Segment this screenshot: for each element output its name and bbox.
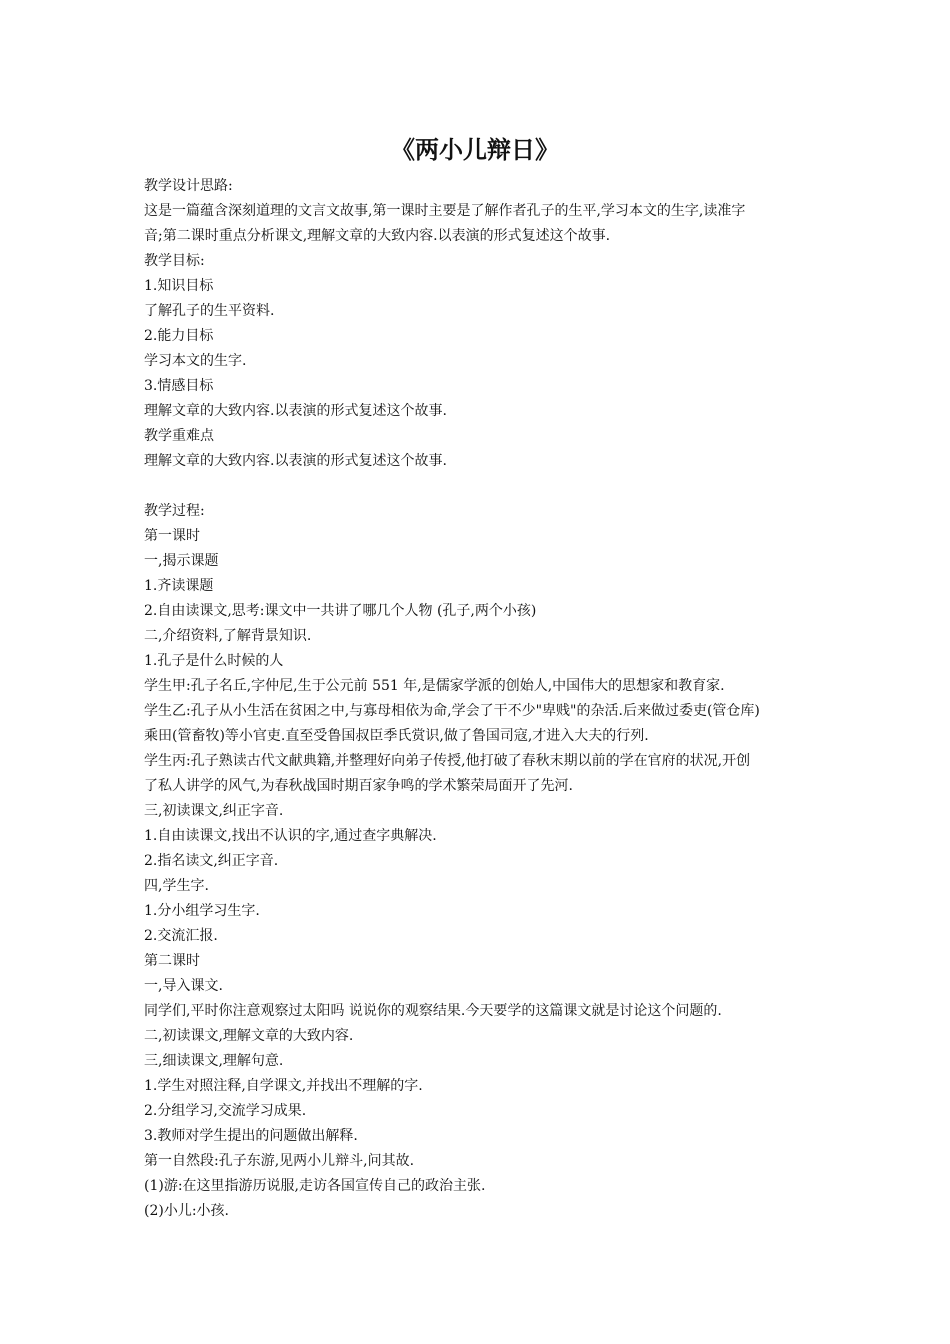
text-line: 1.学生对照注释,自学课文,并找出不理解的字.: [144, 1078, 423, 1094]
text-line: (2)小儿:小孩.: [144, 1203, 229, 1219]
text-line: 一,揭示课题: [144, 553, 219, 569]
text-line: 这是一篇蕴含深刻道理的文言文故事,第一课时主要是了解作者孔子的生平,学习本文的生字,读准字: [144, 203, 746, 219]
text-line: 2.交流汇报.: [144, 928, 218, 944]
text-line: 学生丙:孔子熟读古代文献典籍,并整理好向弟子传授,他打破了春秋末期以前的学在官府的状况,开创: [144, 753, 751, 769]
text-line: 四,学生字.: [144, 878, 209, 894]
text-line: 教学设计思路:: [144, 178, 233, 194]
text-line: 理解文章的大致内容.以表演的形式复述这个故事.: [144, 453, 447, 469]
document-title: 《两小儿辩日》: [391, 135, 559, 164]
text-line: 第二课时: [144, 953, 200, 969]
text-line: 三,初读课文,纠正字音.: [144, 803, 284, 819]
text-line: 教学过程:: [144, 503, 205, 519]
text-line: 教学目标:: [144, 253, 205, 269]
text-line: 1.分小组学习生字.: [144, 903, 260, 919]
text-line: 理解文章的大致内容.以表演的形式复述这个故事.: [144, 403, 447, 419]
text-line: 2.能力目标: [144, 328, 214, 344]
text-line: 2.自由读课文,思考:课文中一共讲了哪几个人物 (孔子,两个小孩): [144, 603, 537, 619]
text-line: 2.分组学习,交流学习成果.: [144, 1103, 307, 1119]
text-line: 3.教师对学生提出的问题做出解释.: [144, 1128, 358, 1144]
text-line: 1.自由读课文,找出不认识的字,通过查字典解决.: [144, 828, 437, 844]
text-line: 教学重难点: [144, 428, 214, 444]
text-line: 一,导入课文.: [144, 978, 223, 994]
text-line: 同学们,平时你注意观察过太阳吗 说说你的观察结果.今天要学的这篇课文就是讨论这个问题的.: [144, 1003, 722, 1019]
text-line: (1)游:在这里指游历说服,走访各国宣传自己的政治主张.: [144, 1178, 486, 1194]
document-body: [144, 174, 812, 1224]
text-line: 学习本文的生字.: [144, 353, 247, 369]
text-line: 第一课时: [144, 528, 200, 544]
text-line: 3.情感目标: [144, 378, 214, 394]
text-line: 1.齐读课题: [144, 578, 214, 594]
blank-line: [144, 474, 812, 499]
text-line: 学生乙:孔子从小生活在贫困之中,与寡母相依为命,学会了干不少"卑贱"的杂活.后来做过委吏(管仓库): [144, 703, 760, 719]
text-line: 音;第二课时重点分析课文,理解文章的大致内容.以表演的形式复述这个故事.: [144, 228, 611, 244]
text-line: 第一自然段:孔子东游,见两小儿辩斗,问其故.: [144, 1153, 415, 1169]
text-line: 二,介绍资料,了解背景知识.: [144, 628, 312, 644]
text-line: 1.孔子是什么时候的人: [144, 653, 284, 669]
text-line: 了解孔子的生平资料.: [144, 303, 275, 319]
text-line: 三,细读课文,理解句意.: [144, 1053, 284, 1069]
text-line: 1.知识目标: [144, 278, 214, 294]
text-line: 二,初读课文,理解文章的大致内容.: [144, 1028, 354, 1044]
text-line: 了私人讲学的风气,为春秋战国时期百家争鸣的学术繁荣局面开了先河.: [144, 778, 573, 794]
text-line: 学生甲:孔子名丘,字仲尼,生于公元前 551 年,是儒家学派的创始人,中国伟大的思想家和教育家.: [144, 678, 725, 694]
text-line: 乘田(管畜牧)等小官吏.直至受鲁国叔臣季氏赏识,做了鲁国司寇,才进入大夫的行列.: [144, 728, 649, 744]
text-line: 2.指名读文,纠正字音.: [144, 853, 279, 869]
